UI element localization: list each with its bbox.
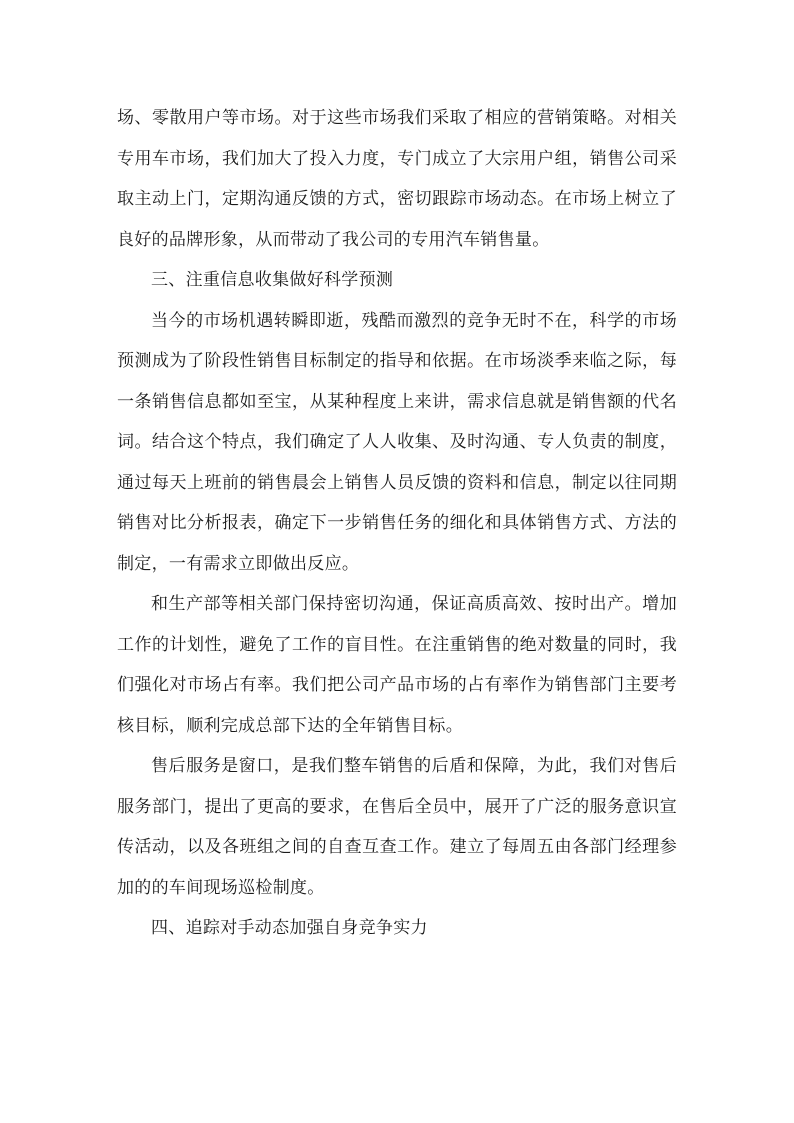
paragraph-department-coordination: 和生产部等相关部门保持密切沟通，保证高质高效、按时出产。增加工作的计划性，避免了工作的盲目性。在注重销售的绝对数量的同时，我们强化对市场占有率。我们把公司产品市场的占有率作为销售部门主要考核目标，顺利完成总部下达的全年销售目标。 xyxy=(117,594,677,736)
paragraph-market-strategy: 场、零散用户等市场。对于这些市场我们采取了相应的营销策略。对相关专用车市场，我们加大了投入力度，专门成立了大宗用户组，销售公司采取主动上门，定期沟通反馈的方式，密切跟踪市场动态。在市场上树立了良好的品牌形象，从而带动了我公司的专用汽车销售量。 xyxy=(117,108,677,250)
section-heading-3: 三、注重信息收集做好科学预测 xyxy=(151,270,394,290)
section-heading-4: 四、追踪对手动态加强自身竞争实力 xyxy=(151,918,428,938)
paragraph-market-forecast: 当今的市场机遇转瞬即逝，残酷而激烈的竞争无时不在，科学的市场预测成为了阶段性销售目标制定的指导和依据。在市场淡季来临之际，每一条销售信息都如至宝，从某种程度上来讲，需求信息就是销售额的代名词。结合这个特点，我们确定了人人收集、及时沟通、专人负责的制度，通过每天上班前的销售晨会上销售人员反馈的资料和信息，制定以往同期销售对比分析报表，确定下一步销售任务的细化和具体销售方式、方法的制定，一有需求立即做出反应。 xyxy=(117,310,677,574)
paragraph-after-sales-service: 售后服务是窗口，是我们整车销售的后盾和保障，为此，我们对售后服务部门，提出了更高的要求，在售后全员中，展开了广泛的服务意识宣传活动，以及各班组之间的自查互查工作。建立了每周五由各部门经理参加的的车间现场巡检制度。 xyxy=(117,756,677,898)
document-body xyxy=(117,98,677,949)
